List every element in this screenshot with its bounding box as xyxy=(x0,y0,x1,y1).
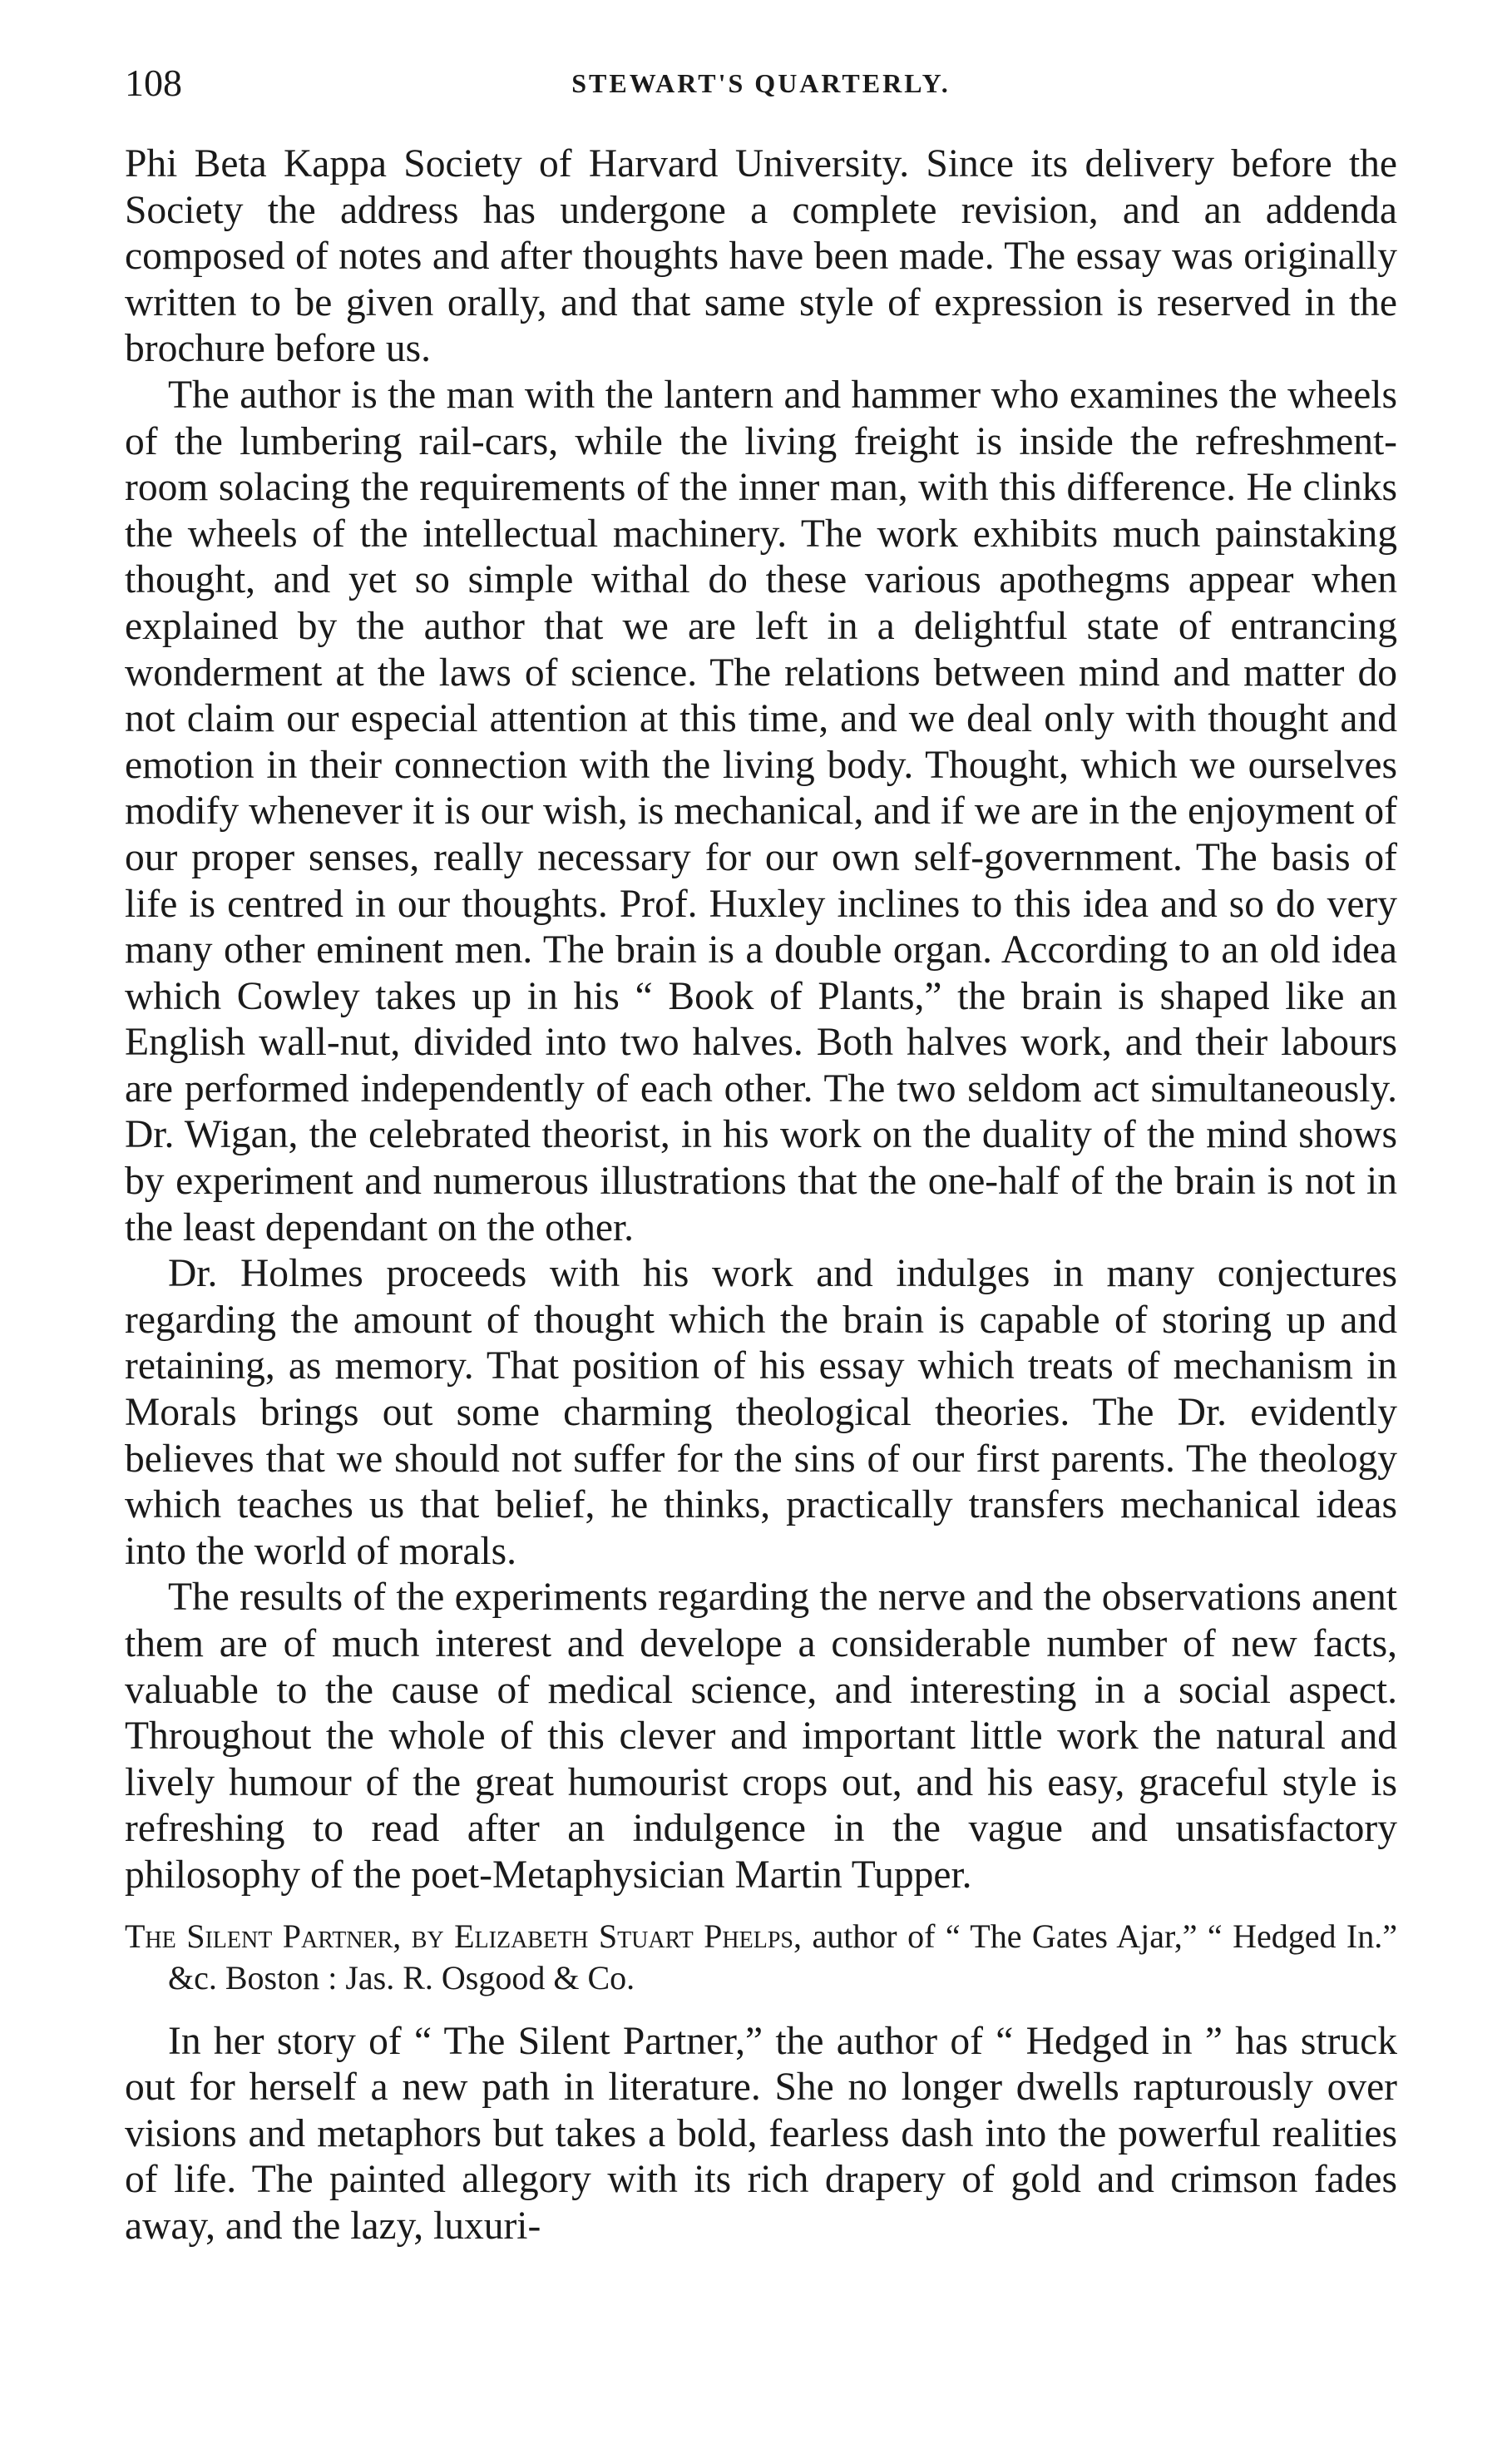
book-notice-title: The Silent Partner, xyxy=(125,1917,402,1955)
book-notice-byline: by Elizabeth Stuart Phelps, xyxy=(411,1917,802,1955)
paragraph: The results of the experiments regarding the nerve and the observations anent them are of much interest and develope a considerable number of new facts, valuable to the cause of medical science, and interesting in a social aspect. Throughout the whole of this clever and important little work the natural and lively humour of the great humourist crops out, and his easy, graceful style is refreshing to read after an indulgence in the vague and unsatisfactory philosophy of the poet-Metaphysician Martin Tupper. xyxy=(125,1576,1397,1897)
review-paragraph: In her story of “ The Silent Partner,” the author of “ Hedged in ” has struck out for herself a new path in literature. She no longer dwells rapturously over visions and metaphors but takes a bold, fearless dash into the powerful realities of life. The painted allegory with its rich drapery of gold and crimson fades away, and the lazy, luxuri- xyxy=(125,2019,1397,2248)
book-notice xyxy=(125,1916,1397,1999)
body-text xyxy=(125,141,1397,2250)
page-number: 108 xyxy=(125,62,182,104)
page-header xyxy=(125,58,1397,108)
paragraph: Dr. Holmes proceeds with his work and indulges in many conjectures regarding the amount of thought which the brain is capable of storing up and retaining, as memory. That position of his essay which treats of mechanism in Morals brings out some charming theological theories. The Dr. evidently believes that we should not suffer for the sins of our first parents. The theology which teaches us that belief, he thinks, practically transfers mechanical ideas into the world of morals. xyxy=(125,1252,1397,1573)
paragraph-continuation: Phi Beta Kappa Society of Harvard University. Since its delivery before the Society the address has undergone a complete revision, and an addenda composed of notes and after thoughts have been made. The essay was originally written to be given orally, and that same style of expression is reserved in the brochure before us. xyxy=(125,142,1397,371)
book-notice-details: author of “ The Gates Ajar,” “ Hedged In.” &c. Boston : Jas. R. Osgood & Co. xyxy=(168,1917,1398,1996)
paragraph: The author is the man with the lantern and hammer who examines the wheels of the lumbering rail-cars, while the living freight is inside the refreshment-room solacing the requirements of the inner man, with this difference. He clinks the wheels of the intellectual machinery. The work exhibits much painstaking thought, and yet so simple withal do these various apothegms appear when explained by the author that we are left in a delightful state of entrancing wonderment at the laws of science. The relations between mind and matter do not claim our especial attention at this time, and we deal only with thought and emotion in their connection with the living body. Thought, which we ourselves modify whenever it is our wish, is mechanical, and if we are in the enjoyment of our proper senses, really necessary for our own self-government. The basis of life is centred in our thoughts. Prof. Huxley inclines to this idea and so do very many other eminent men. The brain is a double organ. According to an old idea which Cowley takes up in his “ Book of Plants,” the brain is shaped like an English wall-nut, divided into two halves. Both halves work, and their labours are performed independently of each other. The two seldom act simultaneously. Dr. Wigan, the celebrated theorist, in his work on the duality of the mind shows by experiment and numerous illustrations that the one-half of the brain is not in the least dependant on the other. xyxy=(125,373,1397,1249)
running-title: STEWART'S QUARTERLY. xyxy=(571,68,951,98)
